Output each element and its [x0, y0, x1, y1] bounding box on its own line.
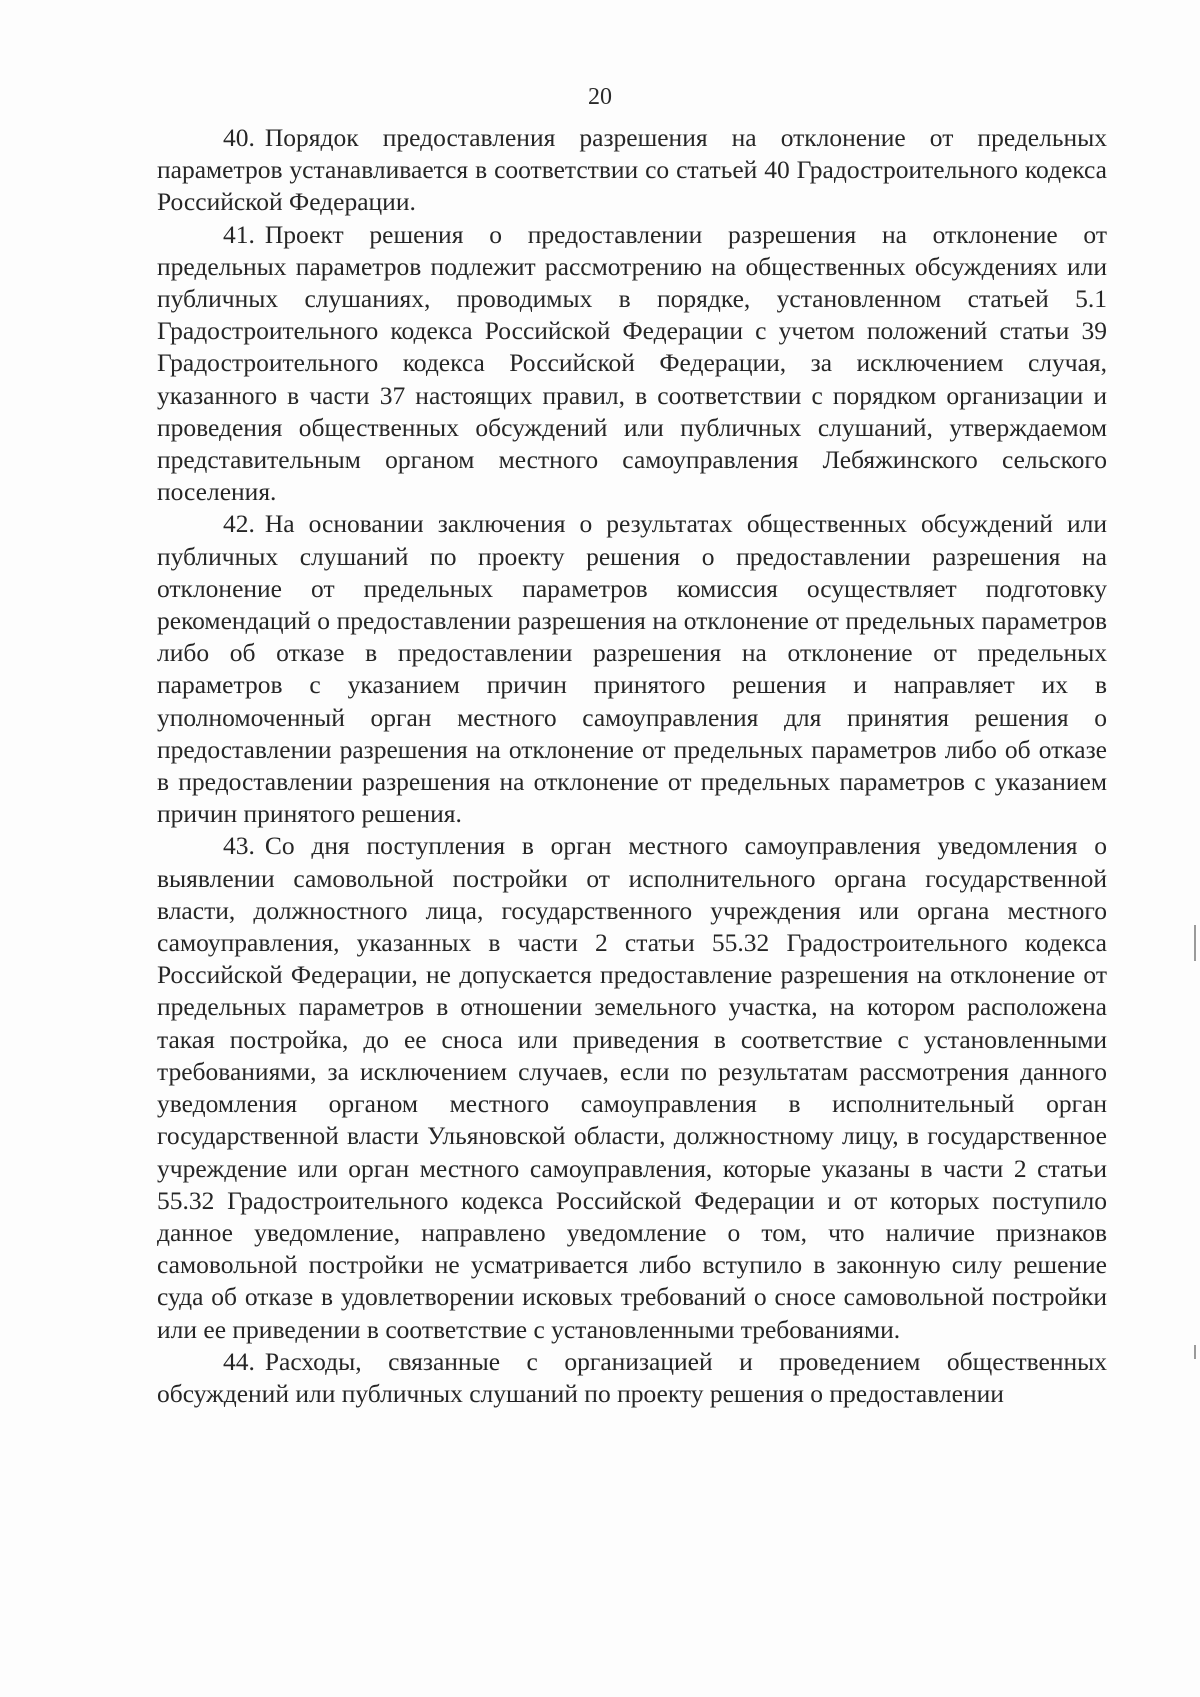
scan-edge-mark: [1194, 925, 1196, 961]
paragraph-43: [157, 830, 1107, 1345]
paragraph-42: [157, 508, 1107, 830]
paragraph-number: 43.: [223, 831, 255, 861]
paragraph-number: 42.: [223, 509, 255, 539]
paragraph-40: [157, 122, 1107, 219]
paragraph-text: На основании заключения о результатах общественных обсуждений или публичных слушаний по проекту решения о предоставлении разрешения на отклонение от предельных параметров комиссия осуществляет подготовку рекомендаций о предоставлении разрешения на отклонение от предельных параметров либо об отказе в предоставлении разрешения на отклонение от предельных параметров с указанием причин принятого решения и направляет их в уполномоченный орган местного самоуправления для принятия решения о предоставлении разрешения на отклонение от предельных параметров либо об отказе в предоставлении разрешения на отклонение от предельных параметров с указанием причин принятого решения.: [157, 509, 1107, 829]
paragraph-44: [157, 1346, 1107, 1410]
paragraph-number: 44.: [223, 1346, 255, 1376]
paragraph-text: Со дня поступления в орган местного самоуправления уведомления о выявлении самовольной постройки от исполнительного органа государственной власти, должностного лица, государственного учреждения или органа местного самоуправления, указанных в части 2 статьи 55.32 Градостроительного кодекса Российской Федерации, не допускается предоставление разрешения на отклонение от предельных параметров в отношении земельного участка, на котором расположена такая постройка, до ее сноса или приведения в соответствие с установленными требованиями, за исключением случаев, если по результатам рассмотрения данного уведомления органом местного самоуправления в исполнительный орган государственной власти Ульяновской области, должностному лицу, в государственное учреждение или орган местного самоуправления, которые указаны в части 2 статьи 55.32 Градостроительного кодекса Российской Федерации и от которых поступило данное уведомление, направлено уведомление о том, что наличие признаков самовольной постройки не усматривается либо вступило в законную силу решение суда об отказе в удовлетворении исковых требований о сносе самовольной постройки или ее приведении в соответствие с установленными требованиями.: [157, 831, 1107, 1344]
page-number: 20: [588, 84, 612, 110]
paragraph-number: 40.: [223, 123, 255, 152]
paragraph-text: Проект решения о предоставлении разрешения на отклонение от предельных параметров подлежит рассмотрению на общественных обсуждениях или публичных слушаниях, проводимых в порядке, установленном статьей 5.1 Градостроительного кодекса Российской Федерации с учетом положений статьи 39 Градостроительного кодекса Российской Федерации, за исключением случая, указанного в части 37 настоящих правил, в соответствии с порядком организации и проведения общественных обсуждений или публичных слушаний, утверждаемом представительным органом местного самоуправления Лебяжинского сельского поселения.: [157, 219, 1107, 507]
paragraph-41: [157, 219, 1107, 509]
document-body: [157, 122, 1107, 1410]
paragraph-text: Расходы, связанные с организацией и проведением общественных обсуждений или публичных слушаний по проекту решения о предоставлении: [157, 1346, 1107, 1408]
paragraph-text: Порядок предоставления разрешения на отклонение от предельных параметров устанавливается в соответствии со статьей 40 Градостроительного кодекса Российской Федерации.: [157, 123, 1107, 217]
paragraph-number: 41.: [223, 219, 255, 249]
scan-edge-mark: [1194, 1345, 1196, 1359]
